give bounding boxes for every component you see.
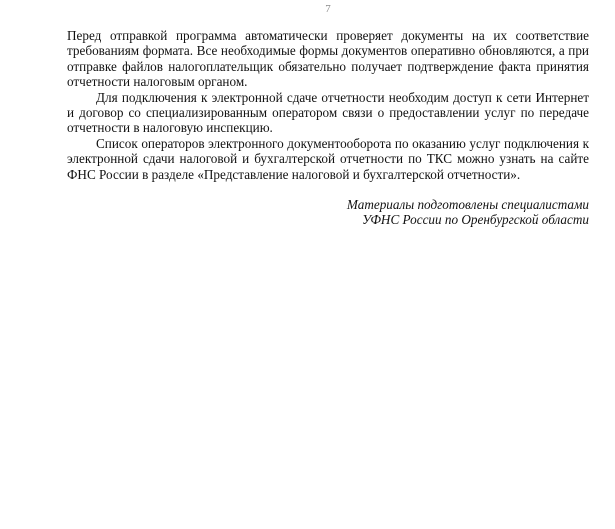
paragraph-format-check: Перед отправкой программа автоматически проверяет документы на их соответствие требованиям формата. Все необходимые формы документов оперативно обновляются, а при отправке файлов налогоплательщик обязательно получает подтверждение факта принятия отчетности налоговым органом. — [67, 28, 589, 90]
page-number: 7 — [325, 3, 331, 15]
signature-line-prepared-by: Материалы подготовлены специалистами — [346, 197, 589, 213]
paragraph-operators-list: Список операторов электронного документооборота по оказанию услуг подключения к электронной сдачи налоговой и бухгалтерской отчетности по ТКС можно узнать на сайте ФНС России в разделе «Представление налоговой и бухгалтерской отчетности». — [67, 135, 589, 182]
signature-block — [67, 197, 589, 228]
document-body — [67, 28, 589, 228]
paragraph-connection-requirements: Для подключения к электронной сдаче отчетности необходим доступ к сети Интернет и договор со специализированным оператором связи о предоставлении услуг по передаче отчетности в налоговую инспекцию. — [67, 89, 589, 136]
signature-line-organization: УФНС России по Оренбургской области — [362, 212, 589, 228]
